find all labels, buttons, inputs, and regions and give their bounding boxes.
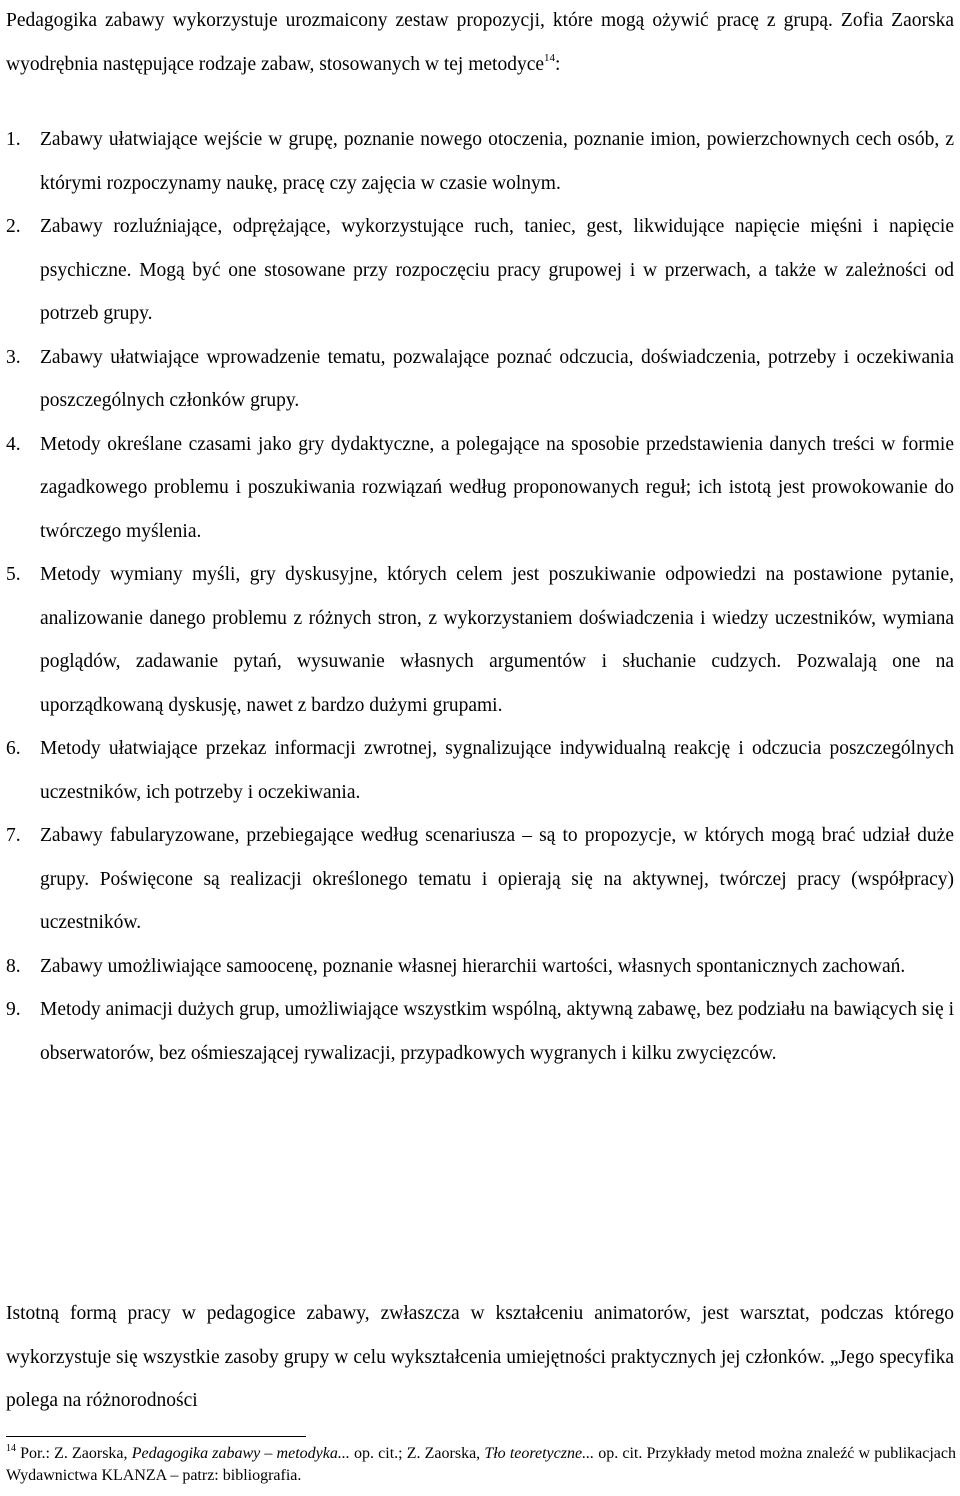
list-item-text: Metody ułatwiające przekaz informacji zwrotnej, sygnalizujące indywidualną reakcję i odczucia poszczególnych uczestników, ich potrzeby i oczekiwania.	[40, 738, 954, 803]
list-item-number: 4.	[6, 433, 21, 455]
footnote-text-3: op. cit. Przykłady metod można znaleźć w publikacjach Wydawnictwa KLANZA – patrz: bibliografia.	[6, 1445, 956, 1484]
list-item-number: 8.	[6, 955, 21, 977]
list-item-text: Zabawy fabularyzowane, przebiegające według scenariusza – są to propozycje, w których mogą brać udział duże grupy. Poświęcone są realizacji określonego tematu i opierają się na aktywnej, twórczej pracy (współpracy) uczestników.	[40, 825, 954, 933]
list-item-text: Metody wymiany myśli, gry dyskusyjne, których celem jest poszukiwanie odpowiedzi na postawione pytanie, analizowanie danego problemu z różnych stron, z wykorzystaniem doświadczenia i wiedzy uczestników, wymiana poglądów, zadawanie pytań, wysuwanie własnych argumentów i słuchanie cudzych. Pozwalają one na uporządkowaną dyskusję, nawet z bardzo dużymi grupami.	[40, 564, 954, 716]
list-item	[0, 727, 954, 814]
list-item-number: 9.	[6, 999, 21, 1020]
workshop-paragraph: Istotną formą pracy w pedagogice zabawy, zwłaszcza w kształceniu animatorów, jest warsztat, podczas którego wykorzystuje się wszystkie zasoby grupy w celu wykształcenia umiejętności praktycznych jej członków. „Jego specyfika polega na różnorodności	[6, 1303, 954, 1411]
list-item	[0, 336, 954, 423]
list-item-text: Zabawy ułatwiające wejście w grupę, poznanie nowego otoczenia, poznanie imion, powierzchownych cech osób, z którymi rozpoczynamy naukę, pracę czy zajęcia w czasie wolnym.	[40, 129, 954, 194]
play-types-list	[0, 118, 954, 1075]
list-item	[0, 118, 954, 205]
footnote-text-2: op. cit.; Z. Zaorska,	[349, 1445, 485, 1462]
intro-paragraph	[6, 0, 954, 86]
footnote-number: 14	[6, 1443, 16, 1454]
list-item	[0, 988, 954, 1075]
list-item-number: 2.	[6, 216, 21, 237]
list-item-text: Zabawy umożliwiające samoocenę, poznanie własnej hierarchii wartości, własnych spontanicznych zachowań.	[40, 955, 906, 977]
footnote-separator	[6, 1436, 306, 1437]
list-item	[0, 423, 954, 554]
footnote-text-1: Por.: Z. Zaorska,	[16, 1445, 132, 1462]
footnote	[6, 1443, 956, 1487]
list-item-number: 7.	[6, 825, 21, 846]
list-item-number: 6.	[6, 738, 21, 759]
intro-suffix: :	[555, 53, 561, 75]
list-item-text: Metody animacji dużych grup, umożliwiające wszystkim wspólną, aktywną zabawę, bez podziału na bawiących się i obserwatorów, bez ośmieszającej rywalizacji, przypadkowych wygranych i kilku zwycięzców.	[40, 999, 954, 1064]
list-item	[0, 205, 954, 336]
list-item-number: 3.	[6, 346, 21, 368]
list-item-number: 5.	[6, 564, 21, 585]
list-item	[0, 945, 954, 989]
list-item-text: Metody określane czasami jako gry dydaktyczne, a polegające na sposobie przedstawienia danych treści w formie zagadkowego problemu i poszukiwania rozwiązań według proponowanych reguł; ich istotą jest prowokowanie do twórczego myślenia.	[40, 433, 954, 542]
footnote-title-2: Tło teoretyczne...	[484, 1445, 595, 1462]
list-item	[0, 553, 954, 727]
list-item	[0, 814, 954, 945]
footnote-title-1: Pedagogika zabawy – metodyka...	[131, 1445, 350, 1462]
intro-text: Pedagogika zabawy wykorzystuje urozmaicony zestaw propozycji, które mogą ożywić pracę z grupą. Zofia Zaorska wyodrębnia następujące rodzaje zabaw, stosowanych w tej metodyce	[6, 10, 954, 75]
list-item-text: Zabawy ułatwiające wprowadzenie tematu, pozwalające poznać odczucia, doświadczenia, potrzeby i oczekiwania poszczególnych członków grupy.	[40, 346, 954, 411]
list-item-text: Zabawy rozluźniające, odprężające, wykorzystujące ruch, taniec, gest, likwidujące napięcie mięśni i napięcie psychiczne. Mogą być one stosowane przy rozpoczęciu pracy grupowej i w przerwach, a także w zależności od potrzeb grupy.	[40, 216, 954, 324]
list-item-number: 1.	[6, 129, 21, 150]
footnote-reference[interactable]: 14	[544, 51, 556, 64]
